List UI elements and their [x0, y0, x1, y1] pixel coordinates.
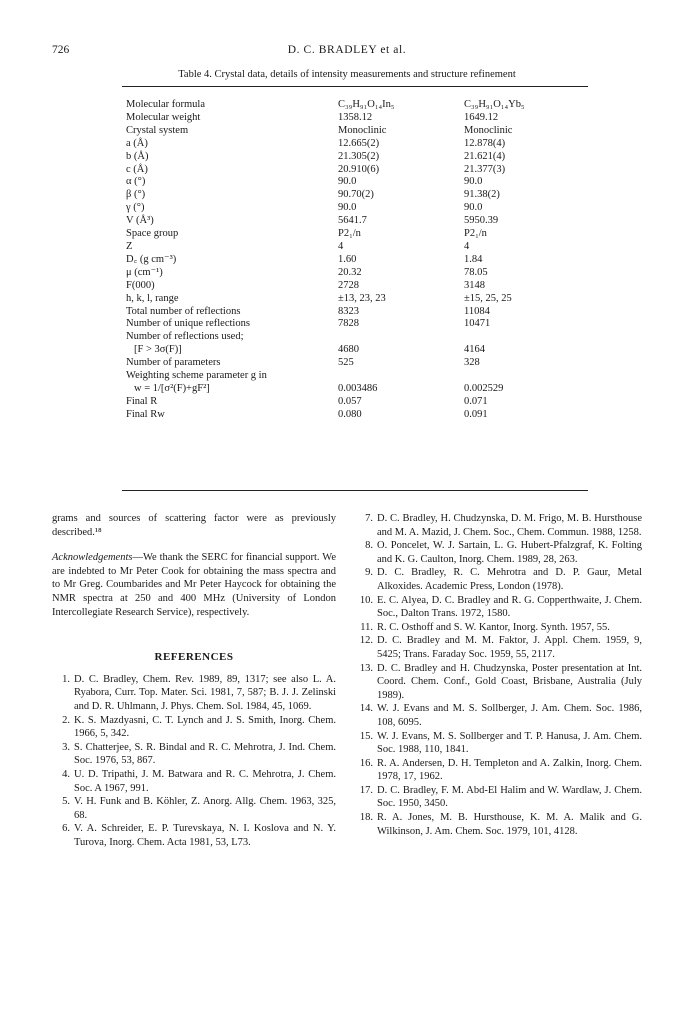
- reference-item: [52, 768, 336, 795]
- reference-number: 13.: [359, 662, 373, 674]
- table-row: [126, 396, 594, 409]
- references-list-right: [355, 512, 642, 838]
- indium-value: 1358.12: [338, 111, 373, 123]
- row-label: [F > 3σ(F)]: [134, 344, 182, 356]
- row-label: Space group: [126, 228, 179, 240]
- ytterbium-value: 78.05: [464, 266, 488, 278]
- table-row: [126, 189, 594, 202]
- reference-number: 1.: [62, 673, 70, 685]
- ytterbium-value: P2₁/n: [464, 228, 487, 240]
- table-row: [126, 267, 594, 280]
- ytterbium-value: 4: [464, 240, 470, 252]
- reference-item: [355, 757, 642, 784]
- references-heading: REFERENCES: [154, 651, 234, 664]
- reference-item: [355, 621, 642, 635]
- ytterbium-value: C₃₉H₉₁O₁₄Yb₅: [464, 99, 525, 110]
- table-row: [126, 228, 594, 241]
- ytterbium-value: 1649.12: [464, 111, 499, 123]
- row-label: F(000): [126, 279, 155, 291]
- indium-value: 90.70(2): [338, 189, 374, 201]
- reference-item: [52, 822, 336, 849]
- row-label: w = 1/[σ²(F)+gF²]: [134, 382, 210, 394]
- table-row: [126, 125, 594, 138]
- table-row: [126, 357, 594, 370]
- table-row: [126, 164, 594, 177]
- ytterbium-value: Monoclinic: [464, 124, 513, 136]
- reference-text: S. Chatterjee, S. R. Bindal and R. C. Mehrotra, J. Ind. Chem. Soc. 1976, 53, 867.: [74, 741, 336, 767]
- table-row: [126, 370, 594, 383]
- indium-value: 0.080: [338, 408, 362, 420]
- reference-text: D. C. Bradley, H. Chudzynska, D. M. Frigo, M. B. Hursthouse and M. A. Mazid, J. Chem. Soc., Chem. Commun. 1988, 1258.: [377, 513, 642, 538]
- intro-paragraph: grams and sources of scattering factor were as previously described.¹⁸: [52, 513, 336, 538]
- reference-text: O. Poncelet, W. J. Sartain, L. G. Hubert-Pfalzgraf, K. Folting and K. G. Caulton, Inorg. Chem. 1989, 28, 263.: [377, 540, 642, 565]
- reference-item: [355, 512, 642, 539]
- table-row: [126, 383, 594, 396]
- ytterbium-value: 12.878(4): [464, 137, 506, 149]
- table-row: [126, 241, 594, 254]
- table-bottom-rule: [122, 490, 588, 491]
- reference-item: [355, 566, 642, 593]
- reference-number: 4.: [62, 768, 70, 780]
- indium-value: 20.910(6): [338, 163, 380, 175]
- indium-value: [338, 331, 464, 344]
- table-row: [126, 138, 594, 151]
- references-list-left: [52, 673, 336, 850]
- row-label: Crystal system: [126, 124, 189, 136]
- ytterbium-value: 11084: [464, 305, 490, 317]
- reference-text: D. C. Bradley and M. M. Faktor, J. Appl. Chem. 1959, 9, 5425; Trans. Faraday Soc. 1959, 55, 2117.: [377, 635, 642, 660]
- ytterbium-value: 328: [464, 357, 480, 369]
- ytterbium-value: 1.84: [464, 253, 483, 265]
- reference-item: [355, 539, 642, 566]
- reference-number: 9.: [365, 567, 373, 579]
- reference-text: K. S. Mazdyasni, C. T. Lynch and J. S. Smith, Inorg. Chem. 1966, 5, 342.: [74, 714, 336, 740]
- ytterbium-value: 10471: [464, 318, 491, 330]
- reference-item: [52, 714, 336, 741]
- row-label: Molecular weight: [126, 111, 201, 123]
- indium-value: 90.0: [338, 176, 357, 188]
- reference-text: D. C. Bradley, R. C. Mehrotra and D. P. Gaur, Metal Alkoxides. Academic Press, London (1978).: [377, 567, 642, 592]
- reference-number: 2.: [62, 714, 70, 726]
- ytterbium-value: 90.0: [464, 176, 483, 188]
- ytterbium-value: 0.002529: [464, 382, 504, 394]
- table-row: [126, 280, 594, 293]
- reference-item: [52, 673, 336, 714]
- table-row: [126, 176, 594, 189]
- reference-number: 16.: [359, 757, 373, 769]
- row-label: γ (°): [126, 202, 145, 214]
- indium-value: 1.60: [338, 253, 357, 265]
- ytterbium-value: 4164: [464, 344, 485, 356]
- indium-value: [338, 370, 464, 383]
- reference-item: [355, 662, 642, 703]
- row-label: Molecular formula: [126, 99, 206, 110]
- ytterbium-value: ±15, 25, 25: [464, 292, 512, 304]
- reference-text: D. C. Bradley, Chem. Rev. 1989, 89, 1317; see also L. A. Ryabora, Curr. Top. Mater. Sci. 1981, 7, 587; B. J. J. Zelinski and D. R. Uhlmann, J. Phys. Chem. Sol. 1984, 45, 1069.: [74, 673, 336, 712]
- ytterbium-value: 5950.39: [464, 215, 499, 227]
- ytterbium-value: 21.621(4): [464, 150, 506, 162]
- table-row: [126, 112, 594, 125]
- reference-number: 18.: [359, 812, 373, 824]
- reference-number: 10.: [359, 594, 373, 606]
- indium-value: 90.0: [338, 202, 357, 214]
- row-label: Final R: [126, 395, 158, 407]
- left-column: [52, 512, 336, 849]
- table-row: [126, 215, 594, 228]
- row-label: Number of reflections used;: [126, 331, 244, 343]
- indium-value: 20.32: [338, 266, 362, 278]
- reference-text: V. A. Schreider, E. P. Turevskaya, N. I. Koslova and N. Y. Turova, Inorg. Chem. Acta 1981, 53, L73.: [74, 823, 336, 848]
- row-label: b (Å): [126, 150, 149, 162]
- table-row: [126, 344, 594, 357]
- reference-text: R. C. Osthoff and S. W. Kantor, Inorg. Synth. 1957, 55.: [377, 621, 610, 633]
- reference-item: [355, 730, 642, 757]
- crystal-data-table: [126, 99, 594, 422]
- acknowledgements-text: —We thank the SERC for financial support. We are indebted to Mr Peter Cook for obtaining the mass spectra and to Mr Greg. Coumbarides and Mr Peter Haycock for obtaining the NMR spectra at 250 and 400 MHz (University of London Intercollegiate Research Service), respectively.: [52, 552, 336, 618]
- reference-number: 3.: [62, 741, 70, 753]
- page-header: [52, 44, 642, 60]
- indium-value: 4680: [338, 344, 359, 356]
- reference-item: [52, 741, 336, 768]
- reference-item: [355, 594, 642, 621]
- ytterbium-value: 0.071: [464, 395, 488, 407]
- ytterbium-value: 0.091: [464, 408, 488, 420]
- row-label: α (°): [126, 176, 146, 188]
- reference-text: W. J. Evans, M. S. Sollberger and T. P. Hanusa, J. Am. Chem. Soc. 1988, 110, 1841.: [377, 730, 642, 756]
- row-label: D꜀ (g cm⁻³): [126, 253, 177, 265]
- reference-number: 7.: [365, 513, 373, 524]
- table-row: [126, 293, 594, 306]
- table-row: [126, 306, 594, 319]
- reference-number: 17.: [359, 784, 373, 796]
- indium-value: Monoclinic: [338, 124, 387, 136]
- reference-text: E. C. Alyea, D. C. Bradley and R. G. Copperthwaite, J. Chem. Soc., Dalton Trans. 1972, 1580.: [377, 594, 642, 620]
- acknowledgements-label: Acknowledgements: [52, 552, 133, 564]
- row-label: h, k, l, range: [126, 292, 179, 304]
- ytterbium-value: 3148: [464, 279, 485, 291]
- table-top-rule: [122, 86, 588, 87]
- reference-number: 6.: [62, 823, 70, 835]
- reference-number: 15.: [359, 730, 373, 742]
- row-label: Total number of reflections: [126, 305, 241, 317]
- table-row: [126, 331, 594, 344]
- indium-value: P2₁/n: [338, 228, 361, 240]
- indium-value: 5641.7: [338, 215, 367, 227]
- row-label: V (Å³): [126, 215, 154, 227]
- indium-value: 2728: [338, 279, 359, 291]
- indium-value: 525: [338, 357, 354, 369]
- table-row: [126, 409, 594, 422]
- reference-item: [355, 702, 642, 729]
- reference-number: 12.: [359, 635, 373, 647]
- table-row: [126, 151, 594, 164]
- reference-text: R. A. Jones, M. B. Hursthouse, K. M. A. Malik and G. Wilkinson, J. Am. Chem. Soc. 1979, 101, 4128.: [377, 812, 642, 837]
- reference-number: 8.: [365, 540, 373, 552]
- row-label: Weighting scheme parameter g in: [126, 370, 267, 382]
- indium-value: 21.305(2): [338, 150, 380, 162]
- indium-value: C₃₉H₉₁O₁₄In₅: [338, 99, 395, 110]
- right-column: [355, 512, 642, 838]
- table-row: [126, 202, 594, 215]
- table-row: [126, 254, 594, 267]
- row-label: c (Å): [126, 163, 148, 175]
- indium-value: 12.665(2): [338, 137, 380, 149]
- indium-value: 4: [338, 240, 344, 252]
- reference-number: 14.: [359, 703, 373, 715]
- indium-value: 8323: [338, 305, 359, 317]
- indium-value: 0.057: [338, 395, 362, 407]
- indium-value: 0.003486: [338, 382, 378, 394]
- table-row: [126, 318, 594, 331]
- indium-value: 7828: [338, 318, 359, 330]
- reference-item: [355, 634, 642, 661]
- reference-text: D. C. Bradley, F. M. Abd-El Halim and W. Wardlaw, J. Chem. Soc. 1950, 3450.: [377, 784, 642, 810]
- running-head: D. C. BRADLEY et al.: [287, 44, 407, 56]
- ytterbium-value: 91.38(2): [464, 189, 500, 201]
- row-label: β (°): [126, 189, 146, 201]
- row-label: Number of parameters: [126, 357, 221, 369]
- reference-text: W. J. Evans and M. S. Sollberger, J. Am. Chem. Soc. 1986, 108, 6095.: [377, 703, 642, 728]
- reference-text: R. A. Andersen, D. H. Templeton and A. Zalkin, Inorg. Chem. 1978, 17, 1962.: [377, 757, 642, 783]
- reference-number: 5.: [62, 796, 70, 808]
- reference-item: [52, 795, 336, 822]
- row-label: a (Å): [126, 137, 148, 149]
- ytterbium-value: [464, 370, 594, 383]
- row-label: μ (cm⁻¹): [126, 266, 163, 278]
- table-caption: Table 4. Crystal data, details of intensity measurements and structure refinement: [178, 69, 516, 80]
- reference-item: [355, 784, 642, 811]
- acknowledgements: [52, 551, 336, 619]
- ytterbium-value: 21.377(3): [464, 163, 506, 175]
- ytterbium-value: [464, 331, 594, 344]
- row-label: Z: [126, 240, 133, 252]
- reference-text: V. H. Funk and B. Köhler, Z. Anorg. Allg. Chem. 1963, 325, 68.: [74, 796, 336, 821]
- reference-text: D. C. Bradley and H. Chudzynska, Poster presentation at Int. Coord. Chem. Conf., Gold Coast, Brisbane, Australia (July 1989).: [377, 662, 642, 701]
- row-label: Number of unique reflections: [126, 318, 250, 330]
- page-number: 726: [52, 44, 70, 56]
- ytterbium-value: 90.0: [464, 202, 483, 214]
- table-row: [126, 99, 594, 112]
- reference-text: U. D. Tripathi, J. M. Batwara and R. C. Mehrotra, J. Chem. Soc. A 1967, 991.: [74, 768, 336, 794]
- reference-item: [355, 811, 642, 838]
- indium-value: ±13, 23, 23: [338, 292, 386, 304]
- row-label: Final Rw: [126, 408, 165, 420]
- reference-number: 11.: [360, 621, 373, 633]
